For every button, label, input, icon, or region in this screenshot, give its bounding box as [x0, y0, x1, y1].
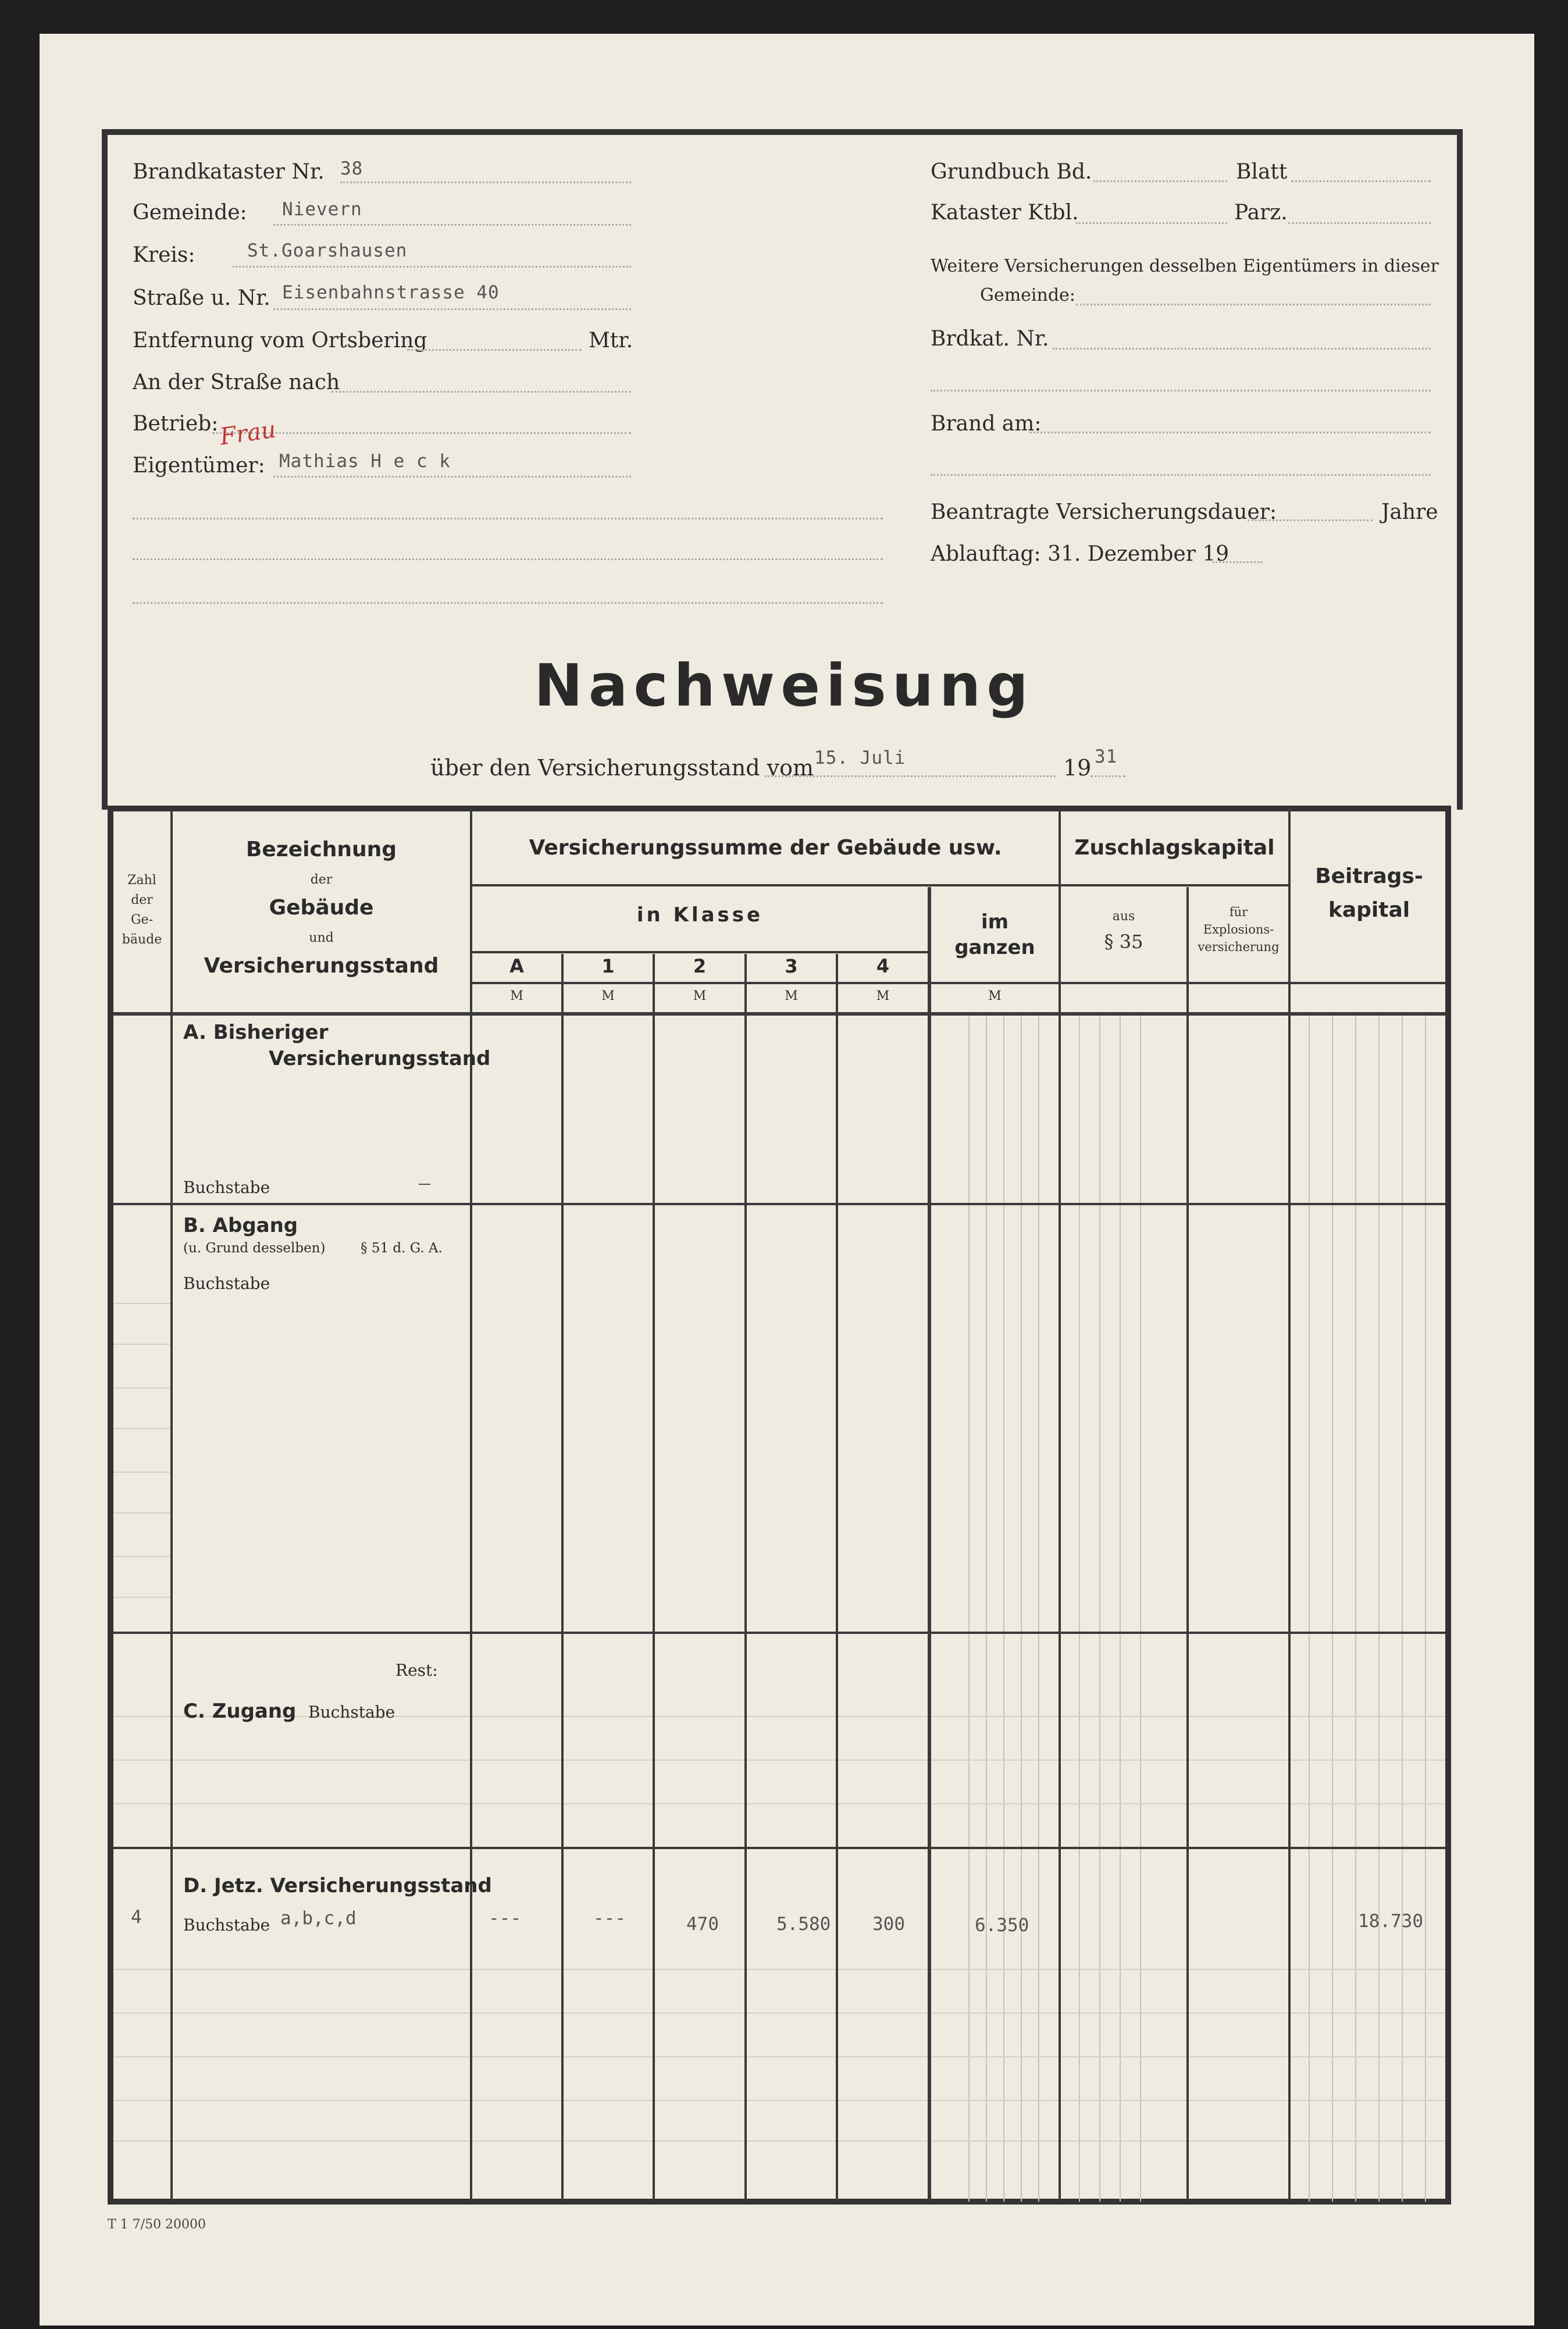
- dotted-line: [931, 390, 1431, 391]
- row-d-klasse-3: 5.580: [776, 1914, 831, 1935]
- subtitle-year-value: 31: [1095, 746, 1118, 767]
- section-c-title: C. Zugang: [183, 1700, 297, 1723]
- dotted-line: [1091, 775, 1125, 777]
- eigentuemer-label: Eigentümer:: [133, 454, 265, 478]
- eigentuemer-value: Mathias H e c k: [279, 451, 451, 472]
- bezeichnung-header: Bezeichnung: [245, 838, 397, 861]
- subtitle-prefix: über den Versicherungsstand vom: [430, 755, 814, 781]
- dotted-line: [1248, 519, 1373, 521]
- section-a-title: A. Bisheriger: [183, 1021, 329, 1044]
- dauer-unit: Jahre: [1381, 500, 1438, 524]
- kreis-label: Kreis:: [133, 243, 195, 267]
- dotted-line: [1076, 222, 1227, 224]
- row-d-beitragskapital: 18.730: [1358, 1911, 1423, 1932]
- parz-label: Parz.: [1234, 201, 1288, 225]
- klasse-3: 3: [785, 955, 798, 977]
- dotted-line: [1093, 180, 1227, 182]
- dotted-line: [1029, 432, 1431, 433]
- handwritten-frau: Frau: [218, 416, 278, 451]
- in-klasse-header: in Klasse: [636, 903, 764, 927]
- dotted-line: [1076, 304, 1431, 305]
- section-d-buchstabe-value: a,b,c,d: [280, 1908, 357, 1929]
- dotted-line: [931, 474, 1431, 476]
- gebaeude-header: Gebäude: [269, 896, 374, 920]
- dotted-line: [233, 266, 631, 268]
- der-header: der: [310, 873, 333, 887]
- section-d-title: D. Jetz. Versicherungsstand: [183, 1874, 492, 1897]
- section-d-buchstabe: Buchstabe: [183, 1915, 270, 1935]
- kataster-label: Kataster Ktbl.: [931, 201, 1079, 225]
- row-d-zahl: 4: [131, 1907, 142, 1928]
- dotted-line: [1291, 180, 1431, 182]
- brdkat-label: Brdkat. Nr.: [931, 327, 1049, 351]
- section-a-title-2: Versicherungsstand: [269, 1047, 491, 1070]
- section-b-title: B. Abgang: [183, 1214, 298, 1237]
- brandkataster-value: 38: [340, 158, 364, 179]
- versicherungssumme-header: Versicherungssumme der Gebäude usw.: [529, 836, 1002, 860]
- dotted-line: [1213, 561, 1262, 563]
- aus-label: aus: [1112, 909, 1135, 924]
- unit-label: M: [785, 989, 798, 1003]
- gemeinde-label: Gemeinde:: [133, 201, 247, 225]
- dotted-line: [273, 476, 631, 478]
- strasse-nach-label: An der Straße nach: [133, 371, 340, 394]
- unit-label: M: [510, 989, 523, 1003]
- section-b-ref: § 51 d. G. A.: [361, 1241, 443, 1256]
- rest-label: Rest:: [395, 1661, 438, 1680]
- versicherungsstand-header: Versicherungsstand: [204, 954, 439, 978]
- unit-label: M: [601, 989, 615, 1003]
- klasse-a: A: [509, 955, 524, 977]
- unit-label: M: [693, 989, 707, 1003]
- strasse-value: Eisenbahnstrasse 40: [282, 282, 500, 303]
- dotted-line: [1053, 348, 1431, 350]
- dotted-line: [133, 558, 883, 560]
- row-d-im-ganzen: 6.350: [975, 1915, 1029, 1936]
- section-a-buchstabe: Buchstabe: [183, 1178, 270, 1197]
- entfernung-unit: Mtr.: [589, 329, 633, 352]
- unit-label: M: [876, 989, 890, 1003]
- entfernung-label: Entfernung vom Ortsbering: [133, 329, 427, 352]
- grundbuch-label: Grundbuch Bd.: [931, 160, 1092, 184]
- dotted-line: [407, 349, 582, 351]
- dotted-line: [1288, 222, 1431, 224]
- ablauf-label: Ablauftag: 31. Dezember 19: [931, 542, 1230, 566]
- gemeinde-value: Nievern: [282, 199, 362, 220]
- und-header: und: [309, 931, 334, 945]
- document-title: Nachweisung: [534, 651, 1034, 720]
- explosion-header: für Explosions- versicherung: [1198, 905, 1280, 954]
- par35-label: § 35: [1104, 931, 1143, 953]
- weitere-line2: Gemeinde:: [980, 285, 1075, 305]
- brandkataster-label: Brandkataster Nr.: [133, 160, 325, 184]
- form-number: T 1 7/50 20000: [108, 2217, 206, 2232]
- frame-top-border: [102, 129, 1463, 135]
- dotted-line: [273, 224, 631, 226]
- zahl-header: Zahl der Ge- bäude: [122, 873, 162, 947]
- strasse-label: Straße u. Nr.: [133, 286, 270, 310]
- dotted-line: [133, 518, 883, 519]
- row-d-klasse-2: 470: [686, 1914, 719, 1935]
- row-d-klasse-4: 300: [872, 1914, 905, 1935]
- dotted-line: [273, 308, 631, 310]
- klasse-2: 2: [693, 955, 707, 977]
- subtitle-year-prefix: 19: [1063, 755, 1092, 781]
- weitere-line1: Weitere Versicherungen desselben Eigentümers in dieser: [931, 256, 1439, 276]
- section-b-buchstabe: Buchstabe: [183, 1274, 270, 1293]
- betrieb-label: Betrieb:: [133, 412, 219, 436]
- subtitle-date: 15. Juli: [814, 747, 906, 768]
- kreis-value: St.Goarshausen: [247, 240, 408, 261]
- section-b-note: (u. Grund desselben): [183, 1241, 326, 1256]
- row-d-klasse-a: ---: [489, 1908, 521, 1929]
- dotted-line: [332, 391, 631, 393]
- dotted-line: [340, 181, 631, 183]
- dotted-line: [133, 602, 883, 604]
- row-d-klasse-1: ---: [593, 1908, 626, 1929]
- unit-label: M: [988, 989, 1002, 1003]
- dotted-line: [765, 775, 1056, 777]
- blatt-label: Blatt: [1236, 160, 1288, 184]
- klasse-4: 4: [876, 955, 890, 977]
- dauer-label: Beantragte Versicherungsdauer:: [931, 500, 1277, 524]
- brand-label: Brand am:: [931, 412, 1042, 436]
- im-ganzen-header: im ganzen: [954, 910, 1035, 959]
- beitragskapital-header: Beitrags- kapital: [1315, 864, 1423, 922]
- zuschlagskapital-header: Zuschlagskapital: [1074, 836, 1275, 860]
- section-c-buchstabe: Buchstabe: [308, 1703, 395, 1722]
- klasse-1: 1: [601, 955, 615, 977]
